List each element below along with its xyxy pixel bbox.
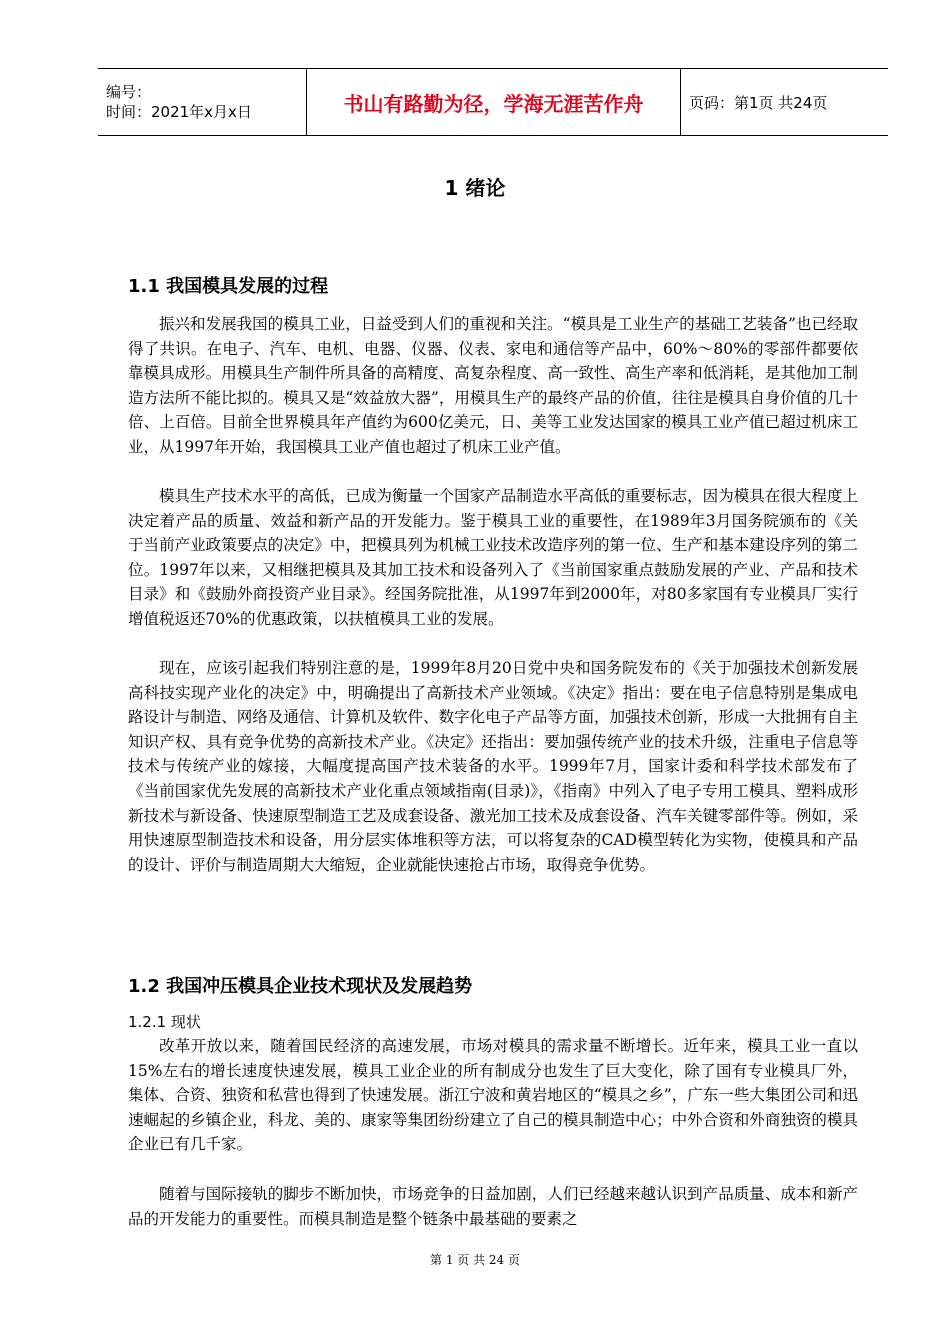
section-1-2-1-paragraph-1: 改革开放以来，随着国民经济的高速发展，市场对模具的需求量不断增长。近年来，模具工业一直以15%左右的增长速度快速发展，模具工业企业的所有制成分也发生了巨大变化，除了国有专业模具厂外，集体、合资、独资和私营也得到了快速发展。浙江宁波和黄岩地区的“模具之乡”，广东一些大集团公司和迅速崛起的乡镇企业，科龙、美的、康家等集团纷纷建立了自己的模具制造中心；中外合资和外商独资的模具企业已有几千家。 [128,1037,858,1154]
chapter-title: 1 绪论 [444,176,506,200]
header-page-number: 页码：第1页 共24页 [681,69,889,136]
page-footer: 第 1 页 共 24 页 [430,1253,520,1267]
section-1-1-paragraph-2: 模具生产技术水平的高低，已成为衡量一个国家产品制造水平高低的重要标志，因为模具在很大程度上决定着产品的质量、效益和新产品的开发能力。鉴于模具工业的重要性，在1989年3月国务院颁布的《关于当前产业政策要点的决定》中，把模具列为机械工业技术改造序列的第一位、生产和基本建设序列的第二位。1997年以来，又相继把模具及其加工技术和设备列入了《当前国家重点鼓励发展的产业、产品和技术目录》和《鼓励外商投资产业目录》。经国务院批准，从1997年到2000年，对80多家国有专业模具厂实行增值税返还70%的优惠政策，以扶植模具工业的发展。 [128,487,858,628]
section-1-1-paragraph-3: 现在，应该引起我们特别注意的是，1999年8月20日党中央和国务院发布的《关于加强技术创新发展高科技实现产业化的决定》中，明确提出了高新技术产业领域。《决定》指出：要在电子信息特别是集成电路设计与制造、网络及通信、计算机及软件、数字化电子产品等方面，加强技术创新，形成一大批拥有自主知识产权、具有竞争优势的高新技术产业。《决定》还指出：要加强传统产业的技术升级，注重电子信息等技术与传统产业的嫁接，大幅度提高国产技术装备的水平。1999年7月，国家计委和科学技术部发布了《当前国家优先发展的高新技术产业化重点领域指南(目录)》，《指南》中列入了电子专用工模具、塑料成形新技术与新设备、快速原型制造工艺及成套设备、激光加工技术及成套设备、汽车关键零部件等。例如，采用快速原型制造技术和设备，用分层实体堆积等方法，可以将复杂的CAD模型转化为实物，使模具和产品的设计、评价与制造周期大大缩短，企业就能快速抢占市场，取得竞争优势。 [128,659,858,874]
document-code-label: 编号： [106,83,152,101]
section-1-2-heading: 1.2 我国冲压模具企业技术现状及发展趋势 [128,976,473,997]
document-time-label: 时间：2021年x月x日 [106,103,252,121]
section-1-2-1-paragraph-2: 随着与国际接轨的脚步不断加快，市场竞争的日益加剧，人们已经越来越认识到产品质量、成本和新产品的开发能力的重要性。而模具制造是整个链条中最基础的要素之 [128,1185,858,1228]
header-meta [98,69,307,136]
page-header [98,68,888,136]
section-1-2-1-heading: 1.2.1 现状 [128,1013,201,1031]
header-motto: 书山有路勤为径，学海无涯苦作舟 [307,69,681,136]
section-1-1-heading: 1.1 我国模具发展的过程 [128,276,329,297]
section-1-1-paragraph-1: 振兴和发展我国的模具工业，日益受到人们的重视和关注。“模具是工业生产的基础工艺装备”也已经取得了共识。在电子、汽车、电机、电器、仪器、仪表、家电和通信等产品中，60%～80%的零部件都要依靠模具成形。用模具生产制件所具备的高精度、高复杂程度、高一致性、高生产率和低消耗，是其他加工制造方法所不能比拟的。模具又是“效益放大器”，用模具生产的最终产品的价值，往往是模具自身价值的几十倍、上百倍。目前全世界模具年产值约为600亿美元，日、美等工业发达国家的模具工业产值已超过机床工业，从1997年开始，我国模具工业产值也超过了机床工业产值。 [128,315,858,456]
